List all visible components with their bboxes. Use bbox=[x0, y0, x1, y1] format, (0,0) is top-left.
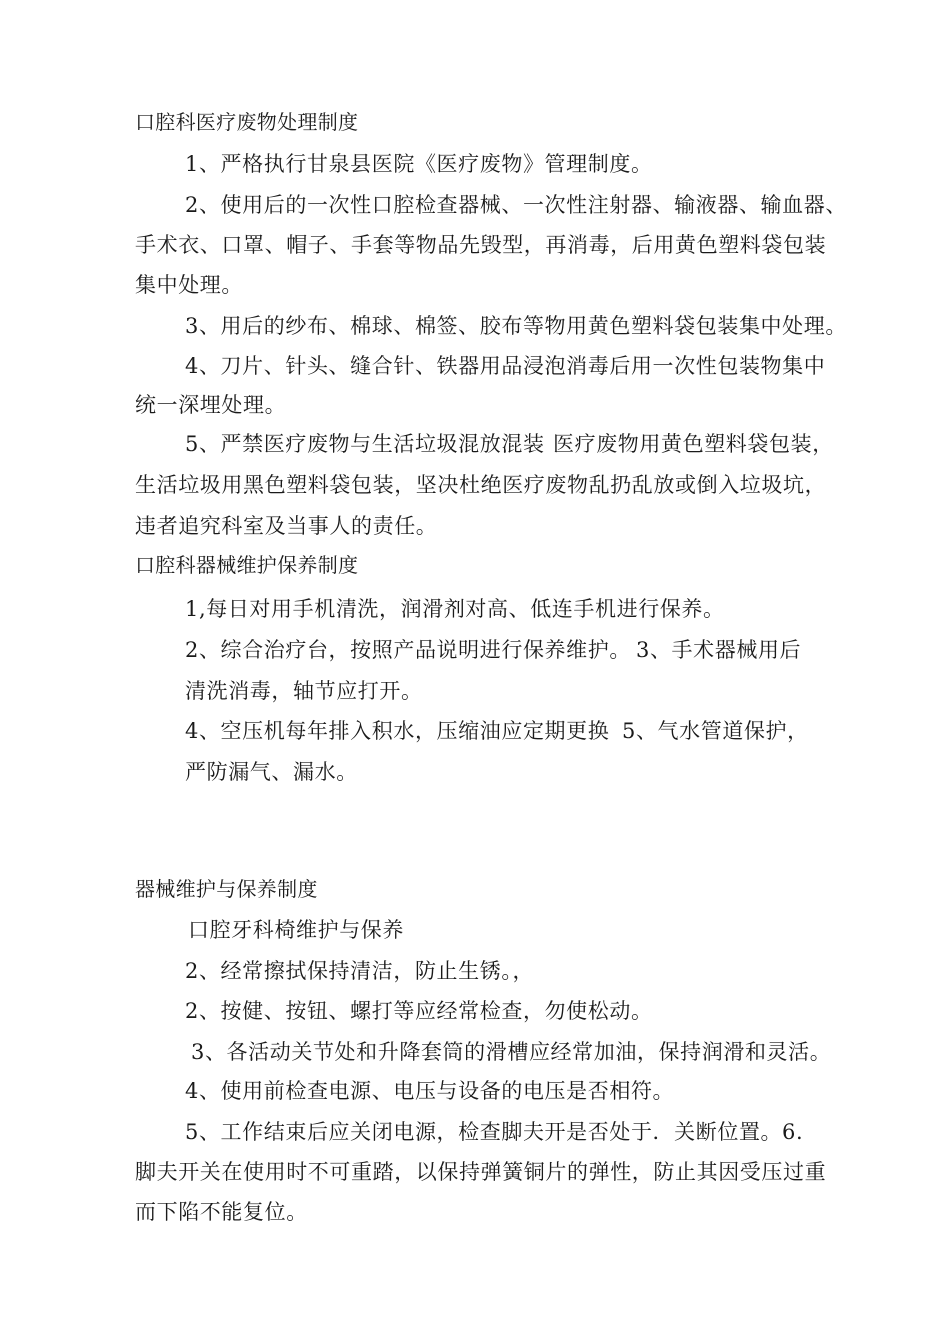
paragraph-line: 严防漏气、漏水。 bbox=[185, 760, 358, 784]
section-subtitle: 口腔牙科椅维护与保养 bbox=[188, 918, 404, 942]
paragraph-line-overlap: 3、手术器械用后 bbox=[636, 638, 802, 662]
paragraph-line: 3、各活动关节处和升降套筒的滑槽应经常加油，保持润滑和灵活。 bbox=[191, 1040, 832, 1064]
paragraph-line: 2、综合治疗台，按照产品说明进行保养维护。 bbox=[185, 638, 631, 662]
paragraph-line: 4、使用前检查电源、电压与设备的电压是否相符。 bbox=[185, 1079, 675, 1103]
paragraph-line-overlap: 6. bbox=[782, 1120, 804, 1144]
paragraph-line: 手术衣、口罩、帽子、手套等物品先毁型，再消毒，后用黄色塑料袋包装 bbox=[135, 233, 827, 257]
paragraph-line: 而下陷不能复位。 bbox=[135, 1200, 308, 1224]
paragraph-line: 1,每日对用手机清洗，润滑剂对高、低连手机进行保养。 bbox=[185, 597, 725, 621]
section-title-waste: 口腔科医疗废物处理制度 bbox=[135, 110, 359, 134]
paragraph-line: 5、严禁医疗废物与生活垃圾混放混装 bbox=[185, 432, 545, 456]
paragraph-line: 2、使用后的一次性口腔检查器械、一次性注射器、输液器、输血器、 bbox=[185, 193, 847, 217]
paragraph-line: 脚夫开关在使用时不可重踏，以保持弹簧铜片的弹性，防止其因受压过重 bbox=[135, 1160, 827, 1184]
paragraph-line: 违者追究科室及当事人的责任。 bbox=[135, 514, 438, 538]
paragraph-line: 2、按健、按钮、螺打等应经常检查，勿使松动。 bbox=[185, 999, 653, 1023]
paragraph-line: 3、用后的纱布、棉球、棉签、胶布等物用黄色塑料袋包装集中处理。 bbox=[185, 314, 847, 338]
paragraph-line-overlap: 5、气水管道保护， bbox=[622, 719, 809, 743]
paragraph-line: 1、严格执行甘泉县医院《医疗废物》管理制度。 bbox=[185, 152, 653, 176]
paragraph-line: 4、空压机每年排入积水，压缩油应定期更换 bbox=[185, 719, 610, 743]
paragraph-line: 生活垃圾用黑色塑料袋包装，坚决杜绝医疗废物乱扔乱放或倒入垃圾坑， bbox=[135, 473, 827, 497]
paragraph-line: 2、经常擦拭保持清洁，防止生锈。， bbox=[185, 959, 535, 983]
paragraph-line: 4、刀片、针头、缝合针、铁器用品浸泡消毒后用一次性包装物集中 bbox=[185, 354, 826, 378]
section-title-equipment: 器械维护与保养制度 bbox=[135, 877, 318, 901]
paragraph-line: 集中处理。 bbox=[135, 273, 243, 297]
paragraph-line-overlap: 医疗废物用黄色塑料袋包装， bbox=[553, 432, 834, 456]
paragraph-line: 清洗消毒，轴节应打开。 bbox=[185, 679, 423, 703]
paragraph-line: 5、工作结束后应关闭电源，检查脚夫开是否处于．关断位置。 bbox=[185, 1120, 783, 1144]
paragraph-line: 统一深埋处理。 bbox=[135, 393, 287, 417]
section-title-maintenance: 口腔科器械维护保养制度 bbox=[135, 553, 359, 577]
